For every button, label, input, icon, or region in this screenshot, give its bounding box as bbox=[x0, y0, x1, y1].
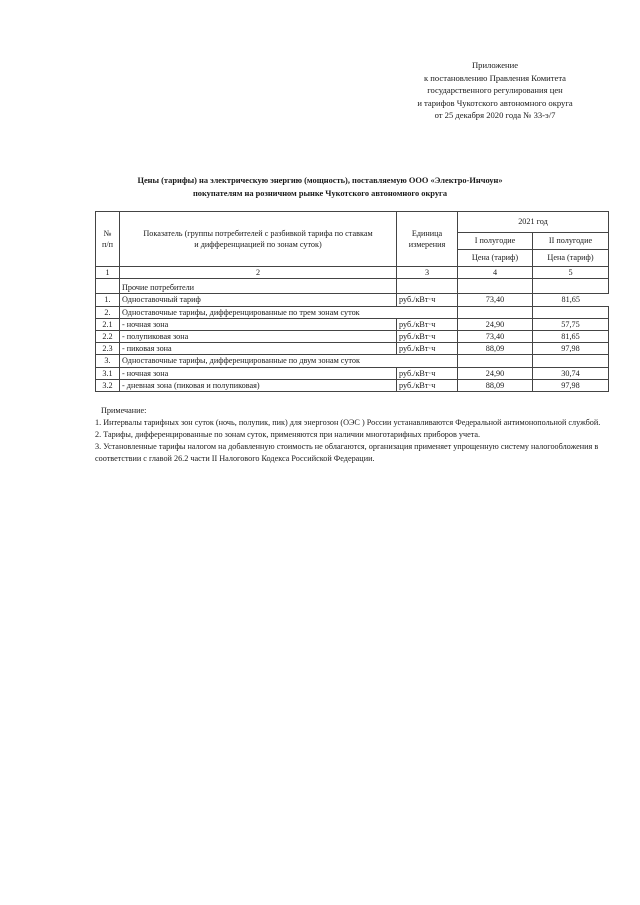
header-unit: Единица измерения bbox=[397, 212, 458, 267]
table-row bbox=[96, 279, 609, 294]
table-row bbox=[96, 331, 609, 343]
header-half-2: II полугодие bbox=[533, 233, 609, 250]
row-price-h2: 81,65 bbox=[533, 294, 609, 306]
note-item: 3. Установленные тарифы налогом на добавленную стоимость не облагаются, организация применяет упрощенную систему налогообложения в соответствии с главой 26.2 части II Налогового Кодекса Российской Федерации. bbox=[95, 441, 599, 463]
row-unit: руб./кВт·ч bbox=[397, 331, 458, 343]
row-price-h2 bbox=[533, 355, 609, 367]
appendix-line: и тарифов Чукотского автономного округа bbox=[417, 97, 573, 108]
table-row bbox=[96, 294, 609, 306]
row-price-h2: 57,75 bbox=[533, 318, 609, 330]
row-price-h1: 88,09 bbox=[458, 343, 533, 355]
row-price-h1: 88,09 bbox=[458, 379, 533, 391]
row-price-h1: 24,90 bbox=[458, 318, 533, 330]
row-number: 3. bbox=[96, 355, 120, 367]
row-number: 1. bbox=[96, 294, 120, 306]
column-number: 5 bbox=[533, 267, 609, 279]
table-row bbox=[96, 379, 609, 391]
header-indicator: Показатель (группы потребителей с разбивкой тарифа по ставкам и дифференциацией по зонам суток) bbox=[120, 212, 397, 267]
row-unit bbox=[397, 279, 458, 294]
table-row bbox=[96, 355, 609, 367]
header-price-1: Цена (тариф) bbox=[458, 250, 533, 267]
row-price-h1: 24,90 bbox=[458, 367, 533, 379]
row-number: 2.2 bbox=[96, 331, 120, 343]
row-name: - пиковая зона bbox=[120, 343, 397, 355]
row-price-h1: 73,40 bbox=[458, 331, 533, 343]
title-line-2: покупателям на розничном рынке Чукотского автономного округа bbox=[192, 188, 448, 198]
header-price-2: Цена (тариф) bbox=[533, 250, 609, 267]
row-price-h1 bbox=[458, 306, 533, 318]
row-price-h2 bbox=[533, 279, 609, 294]
row-unit: руб./кВт·ч bbox=[397, 343, 458, 355]
row-unit: руб./кВт·ч bbox=[397, 367, 458, 379]
row-price-h1 bbox=[458, 355, 533, 367]
row-name: Одноставочный тариф bbox=[120, 294, 397, 306]
row-price-h1 bbox=[458, 279, 533, 294]
column-number: 1 bbox=[96, 267, 120, 279]
table-row bbox=[96, 367, 609, 379]
table-row bbox=[96, 306, 609, 318]
tariff-table bbox=[95, 211, 609, 392]
row-price-h2: 97,98 bbox=[533, 379, 609, 391]
row-name: - полупиковая зона bbox=[120, 331, 397, 343]
row-unit: руб./кВт·ч bbox=[397, 379, 458, 391]
notes-heading: Примечание: bbox=[101, 406, 147, 415]
appendix-block bbox=[400, 59, 590, 122]
appendix-line: государственного регулирования цен bbox=[427, 85, 563, 95]
row-number: 2.3 bbox=[96, 343, 120, 355]
header-year: 2021 год bbox=[458, 212, 609, 233]
row-number: 3.1 bbox=[96, 367, 120, 379]
note-item: 2. Тарифы, дифференцированные по зонам суток, применяются при наличии многотарифных приборов учета. bbox=[95, 430, 481, 440]
row-number: 2.1 bbox=[96, 318, 120, 330]
row-number: 3.2 bbox=[96, 379, 120, 391]
note-item: 1. Интервалы тарифных зон суток (ночь, полупик, пик) для энергозон (ОЭС ) России устанавливаются Федеральной антимонопольной службой. bbox=[95, 418, 601, 428]
appendix-line: от 25 декабря 2020 года № 33-э/7 bbox=[434, 110, 556, 120]
header-half-1: I полугодие bbox=[458, 233, 533, 250]
notes-block bbox=[95, 405, 610, 464]
row-number: 2. bbox=[96, 306, 120, 318]
table-row bbox=[96, 343, 609, 355]
header-number: № п/п bbox=[96, 212, 120, 267]
row-name: Одноставочные тарифы, дифференцированные по двум зонам суток bbox=[120, 355, 458, 367]
column-number: 2 bbox=[120, 267, 397, 279]
row-name: Одноставочные тарифы, дифференцированные по трем зонам суток bbox=[120, 306, 458, 318]
column-number: 3 bbox=[397, 267, 458, 279]
row-price-h2 bbox=[533, 306, 609, 318]
document-title bbox=[90, 175, 550, 200]
row-name: - ночная зона bbox=[120, 318, 397, 330]
column-number: 4 bbox=[458, 267, 533, 279]
appendix-line: Приложение bbox=[471, 60, 519, 70]
table-row bbox=[96, 318, 609, 330]
row-unit: руб./кВт·ч bbox=[397, 318, 458, 330]
row-price-h2: 30,74 bbox=[533, 367, 609, 379]
row-name: - ночная зона bbox=[120, 367, 397, 379]
appendix-line: к постановлению Правления Комитета bbox=[423, 72, 566, 83]
row-name: - дневная зона (пиковая и полупиковая) bbox=[120, 379, 397, 391]
row-unit: руб./кВт·ч bbox=[397, 294, 458, 306]
title-line-1: Цены (тарифы) на электрическую энергию (мощность), поставляемую ООО «Электро-Инчоун» bbox=[137, 176, 503, 185]
row-price-h2: 97,98 bbox=[533, 343, 609, 355]
row-price-h1: 73,40 bbox=[458, 294, 533, 306]
row-name: Прочие потребители bbox=[120, 279, 397, 294]
row-price-h2: 81,65 bbox=[533, 331, 609, 343]
row-number bbox=[96, 279, 120, 294]
